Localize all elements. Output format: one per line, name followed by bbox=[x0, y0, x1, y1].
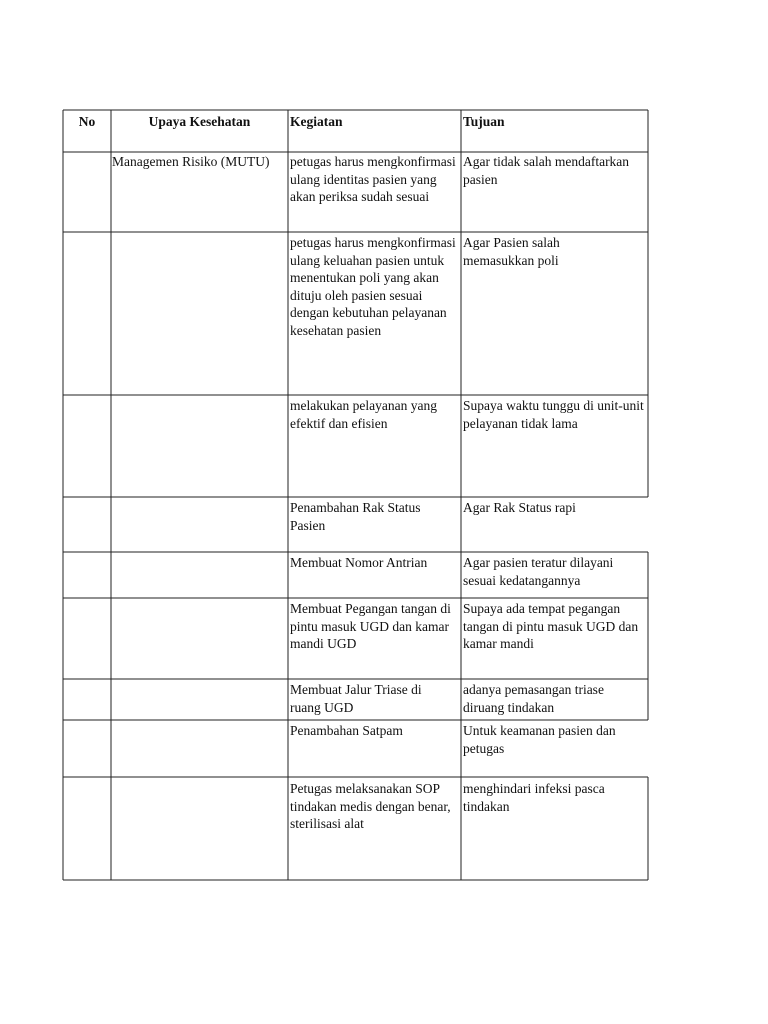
row-3-tujuan: Supaya waktu tunggu di unit-unit pelayanan tidak lama bbox=[463, 398, 644, 431]
row-7-kegiatan: Membuat Jalur Triase di ruang UGD bbox=[290, 682, 422, 715]
row-6-tujuan: Supaya ada tempat pegangan tangan di pintu masuk UGD dan kamar mandi bbox=[463, 601, 639, 651]
header-upaya-kesehatan: Upaya Kesehatan bbox=[148, 114, 251, 129]
row-4-kegiatan: Penambahan Rak Status Pasien bbox=[290, 500, 421, 533]
row-8-tujuan: Untuk keamanan pasien dan petugas bbox=[463, 723, 616, 756]
row-2-kegiatan: petugas harus mengkonfirmasi ulang keluahan pasien untuk menentukan poli yang akan dituju oleh pasien sesuai dengan kebutuhan pelayanan kesehatan pasien bbox=[290, 235, 456, 338]
row-6-kegiatan: Membuat Pegangan tangan di pintu masuk UGD dan kamar mandi UGD bbox=[290, 601, 451, 651]
row-3-kegiatan: melakukan pelayanan yang efektif dan efisien bbox=[290, 398, 437, 431]
row-1-kegiatan: petugas harus mengkonfirmasi ulang identitas pasien yang akan periksa sudah sesuai bbox=[290, 154, 456, 204]
header-tujuan: Tujuan bbox=[463, 114, 505, 129]
row-5-tujuan: Agar pasien teratur dilayani sesuai kedatangannya bbox=[463, 555, 614, 588]
row-5-kegiatan: Membuat Nomor Antrian bbox=[290, 555, 428, 570]
header-no: No bbox=[78, 114, 96, 129]
row-4-tujuan: Agar Rak Status rapi bbox=[463, 500, 576, 515]
row-9-kegiatan: Petugas melaksanakan SOP tindakan medis dengan benar, sterilisasi alat bbox=[290, 781, 451, 831]
header-kegiatan: Kegiatan bbox=[290, 114, 343, 129]
row-1-tujuan: Agar tidak salah mendaftarkan pasien bbox=[463, 154, 630, 187]
row-9-tujuan: menghindari infeksi pasca tindakan bbox=[463, 781, 605, 814]
row-8-kegiatan: Penambahan Satpam bbox=[290, 723, 403, 738]
row-1-upaya: Managemen Risiko (MUTU) bbox=[112, 154, 270, 169]
row-7-tujuan: adanya pemasangan triase diruang tindakan bbox=[463, 682, 604, 715]
row-2-tujuan: Agar Pasien salah memasukkan poli bbox=[463, 235, 560, 268]
